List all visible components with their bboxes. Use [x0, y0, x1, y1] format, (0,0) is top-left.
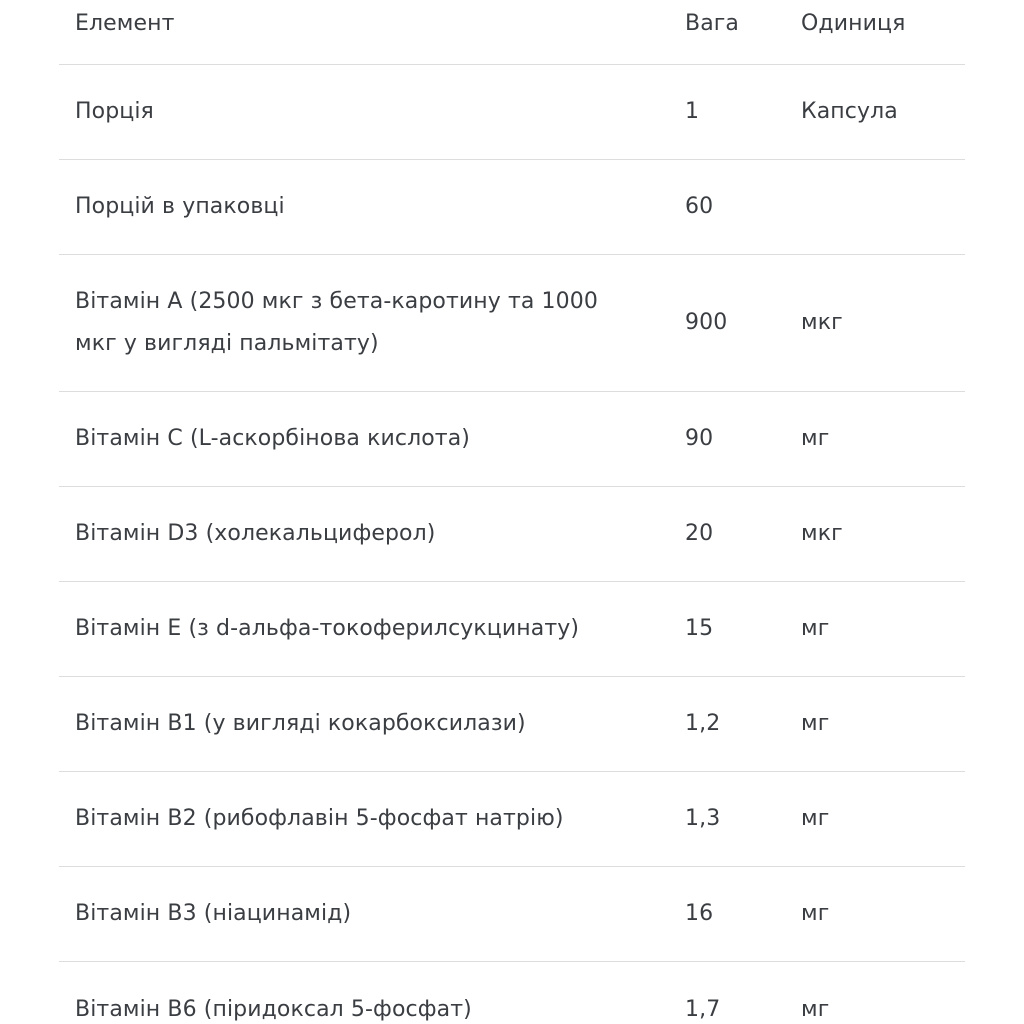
table-row	[59, 582, 965, 677]
cell-weight: 16	[685, 901, 714, 926]
table-header-row	[59, 0, 965, 65]
header-unit: Одиниця	[801, 11, 906, 36]
cell-element: Вітамін B3 (ніацинамід)	[75, 901, 352, 926]
table-row	[59, 160, 965, 255]
cell-weight: 1	[685, 99, 700, 124]
cell-unit: мг	[801, 901, 830, 926]
cell-element: Вітамін C (L-аскорбінова кислота)	[75, 426, 470, 451]
cell-element: Вітамін B1 (у вигляді кокарбоксилази)	[75, 711, 526, 736]
table-row	[59, 392, 965, 487]
table-row	[59, 255, 965, 392]
cell-element: Вітамін B6 (піридоксал 5-фосфат)	[75, 996, 472, 1022]
cell-weight: 1,2	[685, 711, 721, 736]
cell-weight: 1,3	[685, 806, 721, 831]
cell-unit: мкг	[801, 521, 843, 546]
table-row	[59, 962, 965, 1024]
cell-unit: мг	[801, 711, 830, 736]
cell-element: Вітамін D3 (холекальциферол)	[75, 521, 436, 546]
table-row	[59, 65, 965, 160]
nutrition-table	[59, 0, 965, 1024]
cell-element: Порцій в упаковці	[75, 194, 285, 219]
cell-element: Вітамін B2 (рибофлавін 5-фосфат натрію)	[75, 806, 564, 831]
table-row	[59, 772, 965, 867]
cell-unit: Капсула	[801, 99, 898, 124]
cell-weight: 60	[685, 194, 714, 219]
cell-unit: мг	[801, 996, 830, 1022]
table-row	[59, 677, 965, 772]
cell-weight: 1,7	[685, 996, 721, 1022]
cell-unit: мкг	[801, 310, 843, 335]
cell-unit: мг	[801, 426, 830, 451]
cell-unit: мг	[801, 806, 830, 831]
cell-weight: 15	[685, 616, 714, 641]
cell-weight: 900	[685, 310, 728, 335]
table-row	[59, 867, 965, 962]
cell-weight: 20	[685, 521, 714, 546]
cell-element: Порція	[75, 99, 154, 124]
header-weight: Вага	[685, 11, 740, 36]
cell-weight: 90	[685, 426, 714, 451]
cell-unit: мг	[801, 616, 830, 641]
table-row	[59, 487, 965, 582]
cell-element: Вітамін E (з d-альфа-токоферилсукцинату)	[75, 616, 580, 641]
cell-element: Вітамін A (2500 мкг з бета-каротину та 1000 мкг у вигляді пальмітату)	[75, 289, 598, 356]
header-element: Елемент	[75, 11, 175, 36]
